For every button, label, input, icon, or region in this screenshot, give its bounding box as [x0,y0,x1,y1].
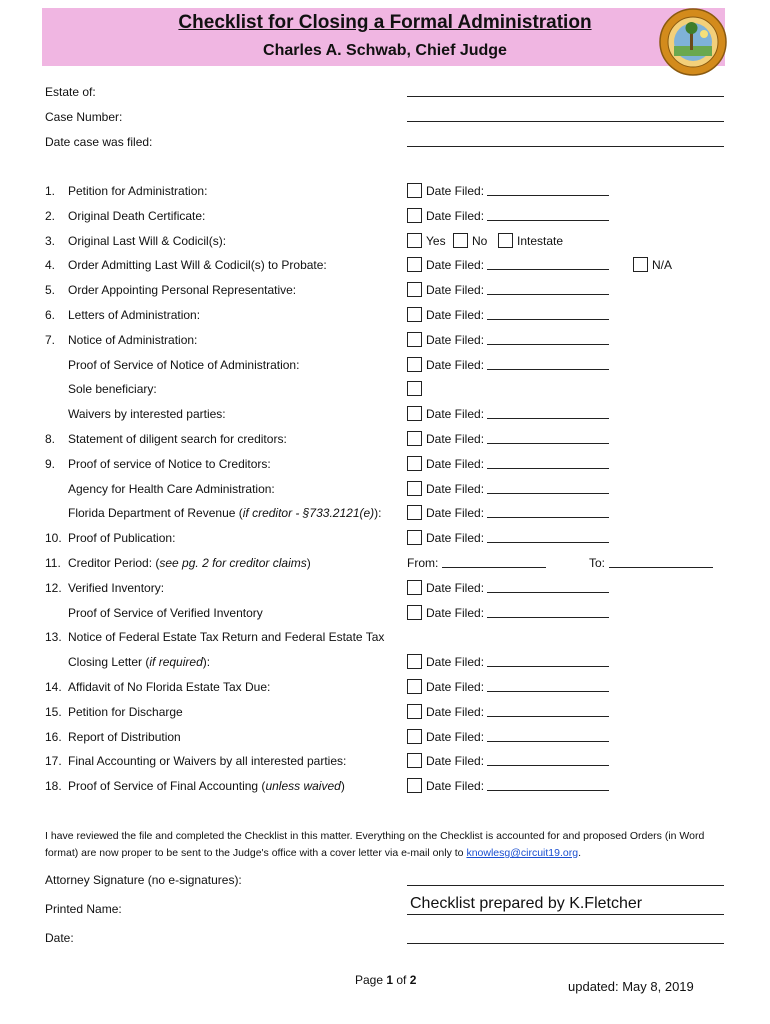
option-label: No [472,234,488,248]
item-number: 6. [45,308,56,322]
attorney-signature-line[interactable] [407,885,724,886]
date-filed-label: Date Filed: [426,506,485,520]
item-label: Notice of Administration: [68,333,198,347]
item-checkbox[interactable] [407,654,422,669]
item-checkbox[interactable] [407,505,422,520]
item-label: Verified Inventory: [68,581,165,595]
item-checkbox[interactable] [407,406,422,421]
option-checkbox[interactable] [498,233,513,248]
date-filed-line[interactable] [487,493,609,494]
item-checkbox[interactable] [407,307,422,322]
item-number: 8. [45,432,56,446]
item-checkbox[interactable] [407,704,422,719]
printed-name-value[interactable]: Checklist prepared by K.Fletcher [410,895,643,912]
option-checkbox[interactable] [453,233,468,248]
top-field-line[interactable] [407,146,724,147]
printed-name-line [407,914,724,915]
item-number: 10. [45,531,62,545]
item-number: 13. [45,630,62,644]
date-filed-line[interactable] [487,617,609,618]
item-checkbox[interactable] [407,431,422,446]
date-filed-label: Date Filed: [426,581,485,595]
item-label: Proof of Service of Notice of Administration: [68,358,300,372]
item-label: Affidavit of No Florida Estate Tax Due: [68,680,271,694]
na-checkbox[interactable] [633,257,648,272]
top-field-label: Date case was filed: [45,135,153,149]
date-filed-line[interactable] [487,418,609,419]
to-line[interactable] [609,567,713,568]
date-filed-line[interactable] [487,790,609,791]
item-label: Order Admitting Last Will & Codicil(s) to Probate: [68,258,327,272]
item-label: Final Accounting or Waivers by all interested parties: [68,754,347,768]
option-label: Yes [426,234,446,248]
date-filed-label: Date Filed: [426,209,485,223]
date-filed-label: Date Filed: [426,606,485,620]
item-checkbox[interactable] [407,257,422,272]
updated-date: updated: May 8, 2019 [568,979,694,994]
from-line[interactable] [442,567,546,568]
item-label: Report of Distribution [68,730,181,744]
item-label: Closing Letter (if required): [68,655,211,669]
item-checkbox[interactable] [407,183,422,198]
option-checkbox[interactable] [407,233,422,248]
item-number: 16. [45,730,62,744]
date-line[interactable] [407,943,724,944]
date-filed-line[interactable] [487,344,609,345]
date-filed-line[interactable] [487,716,609,717]
item-label: Petition for Administration: [68,184,208,198]
state-seal-icon [659,8,727,76]
date-filed-line[interactable] [487,592,609,593]
date-filed-label: Date Filed: [426,184,485,198]
date-label: Date: [45,931,74,945]
review-note: I have reviewed the file and completed the Checklist in this matter. Everything on the Checklist is accounted for and proposed Orders (in Word format) are now proper to be sent to the Judge's office with a cover letter via e-mail only to knowlesg@circuit19.org. [45,830,705,859]
date-filed-label: Date Filed: [426,308,485,322]
item-label: Proof of service of Notice to Creditors: [68,457,271,471]
page-title: Checklist for Closing a Formal Administration [178,12,592,33]
date-filed-line[interactable] [487,220,609,221]
item-checkbox[interactable] [407,357,422,372]
date-filed-label: Date Filed: [426,482,485,496]
date-filed-label: Date Filed: [426,754,485,768]
date-filed-line[interactable] [487,319,609,320]
item-number: 9. [45,457,56,471]
item-number: 17. [45,754,62,768]
top-field-line[interactable] [407,121,724,122]
item-checkbox[interactable] [407,282,422,297]
date-filed-label: Date Filed: [426,730,485,744]
item-label: Proof of Publication: [68,531,176,545]
item-label: Original Death Certificate: [68,209,206,223]
date-filed-label: Date Filed: [426,705,485,719]
item-label: Agency for Health Care Administration: [68,482,275,496]
item-checkbox[interactable] [407,605,422,620]
date-filed-line[interactable] [487,741,609,742]
date-filed-label: Date Filed: [426,457,485,471]
item-label: Creditor Period: (see pg. 2 for creditor claims) [68,556,311,570]
item-number: 12. [45,581,62,595]
date-filed-line[interactable] [487,369,609,370]
date-filed-line[interactable] [487,269,609,270]
date-filed-line[interactable] [487,765,609,766]
item-number: 3. [45,234,56,248]
item-label: Statement of diligent search for creditors: [68,432,287,446]
item-label: Original Last Will & Codicil(s): [68,234,227,248]
date-filed-line[interactable] [487,294,609,295]
item-checkbox[interactable] [407,456,422,471]
item-number: 11. [45,556,61,570]
page-indicator: Page 1 of 2 [355,973,417,987]
date-filed-line[interactable] [487,542,609,543]
date-filed-label: Date Filed: [426,358,485,372]
date-filed-label: Date Filed: [426,779,485,793]
item-label: Proof of Service of Final Accounting (unless waived) [68,779,345,793]
item-label: Order Appointing Personal Representative: [68,283,297,297]
item-checkbox[interactable] [407,332,422,347]
option-label: Intestate [517,234,564,248]
date-filed-label: Date Filed: [426,531,485,545]
item-number: 1. [45,184,56,198]
attorney-signature-label: Attorney Signature (no e-signatures): [45,873,242,887]
item-number: 14. [45,680,62,694]
item-label: Waivers by interested parties: [68,407,226,421]
page-subtitle: Charles A. Schwab, Chief Judge [263,42,507,59]
item-label: Letters of Administration: [68,308,201,322]
item-label: Notice of Federal Estate Tax Return and Federal Estate Tax [68,630,385,644]
top-field-label: Estate of: [45,85,96,99]
date-filed-label: Date Filed: [426,333,485,347]
item-number: 4. [45,258,56,272]
item-number: 2. [45,209,56,223]
item-number: 18. [45,779,62,793]
item-label: Florida Department of Revenue (if creditor - §733.2121(e)): [68,506,382,520]
date-filed-line[interactable] [487,666,609,667]
date-filed-line[interactable] [487,443,609,444]
date-filed-line[interactable] [487,195,609,196]
item-checkbox[interactable] [407,530,422,545]
date-filed-label: Date Filed: [426,283,485,297]
email-link[interactable]: knowlesg@circuit19.org [466,847,579,859]
top-field-line[interactable] [407,96,724,97]
date-filed-line[interactable] [487,517,609,518]
item-number: 5. [45,283,56,297]
item-checkbox[interactable] [407,381,422,396]
item-checkbox[interactable] [407,580,422,595]
date-filed-label: Date Filed: [426,655,485,669]
date-filed-label: Date Filed: [426,680,485,694]
item-label: Petition for Discharge [68,705,183,719]
item-label: Sole beneficiary: [68,382,157,396]
item-number: 7. [45,333,56,347]
item-label: Proof of Service of Verified Inventory [68,606,263,620]
printed-name-label: Printed Name: [45,902,122,916]
date-filed-line[interactable] [487,691,609,692]
to-label: To: [589,556,606,570]
item-checkbox[interactable] [407,208,422,223]
item-checkbox[interactable] [407,481,422,496]
na-label: N/A [652,258,673,272]
item-checkbox[interactable] [407,778,422,793]
date-filed-label: Date Filed: [426,407,485,421]
item-number: 15. [45,705,62,719]
item-checkbox[interactable] [407,679,422,694]
date-filed-label: Date Filed: [426,432,485,446]
date-filed-line[interactable] [487,468,609,469]
top-field-label: Case Number: [45,110,123,124]
from-label: From: [407,556,439,570]
item-checkbox[interactable] [407,753,422,768]
date-filed-label: Date Filed: [426,258,485,272]
item-checkbox[interactable] [407,729,422,744]
